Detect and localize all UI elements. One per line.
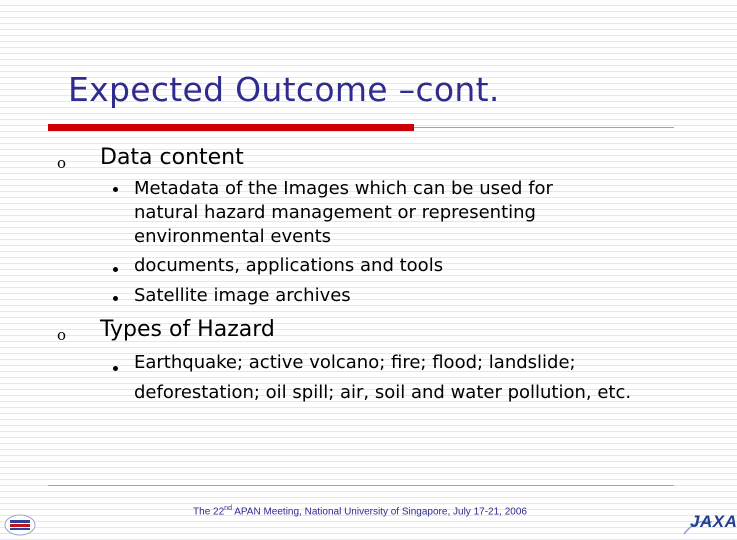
footer-text-start: The 22 — [193, 506, 225, 518]
footer-text-end: APAN Meeting, National University of Singapore, July 17-21, 2006 — [231, 506, 527, 518]
list-item-hazard-types: Earthquake; active volcano; fire; flood; landslide; deforestation; oil spill; air, soil and water pollution, etc. — [134, 352, 632, 403]
section-heading-data-content: Data content — [100, 145, 244, 170]
footer-divider — [48, 485, 674, 486]
section-bullet-icon: o — [57, 326, 67, 344]
section-heading-types-of-hazard: Types of Hazard — [100, 317, 275, 342]
list-item-documents: documents, applications and tools — [134, 255, 444, 276]
footer-text — [0, 505, 720, 517]
list-item-metadata: Metadata of the Images which can be used for natural hazard management or representing environmental events — [134, 178, 553, 247]
jaxa-logo-text: JAXA — [690, 512, 737, 531]
apan-logo-icon — [4, 514, 36, 536]
bullet-dot-icon — [113, 187, 118, 192]
title-underline — [414, 127, 674, 128]
bullet-dot-icon — [113, 296, 118, 301]
section-bullet-icon: o — [57, 154, 67, 172]
title-accent-bar — [48, 124, 414, 131]
list-item-satellite-archives: Satellite image archives — [134, 285, 351, 306]
bullet-dot-icon — [113, 366, 118, 371]
footer-ordinal-suffix: nd — [224, 505, 232, 512]
slide-title: Expected Outcome –cont. — [68, 70, 500, 109]
bullet-dot-icon — [113, 267, 118, 272]
